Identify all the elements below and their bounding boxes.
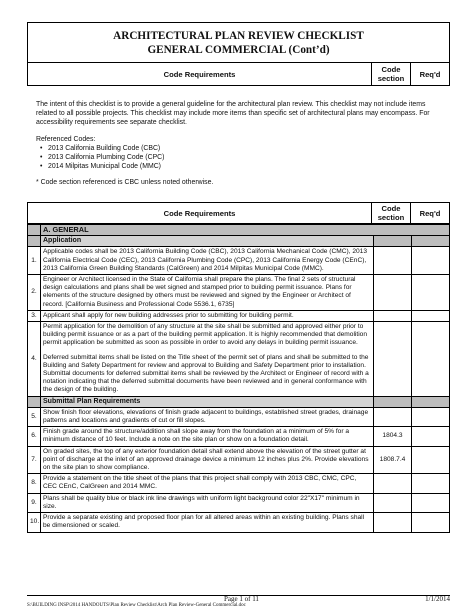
section-general: A. GENERAL — [41, 225, 450, 236]
item-number: 6. — [28, 427, 41, 446]
item-reqd-cell[interactable] — [412, 446, 450, 474]
item-text: Show finish floor elevations, elevations of finish grade adjacent to buildings, established street grades, drainage patterns and locations and gradients of cut or fill slopes. — [41, 407, 374, 426]
intro-block — [36, 100, 444, 188]
item-number: 7. — [28, 446, 41, 474]
requirements-table — [27, 224, 450, 533]
item-code — [374, 247, 412, 275]
item-code — [374, 407, 412, 426]
col-code-requirements: Code Requirements — [163, 208, 236, 218]
top-header-row — [27, 62, 450, 86]
col-code-section: Code section — [371, 63, 410, 85]
item-reqd-cell[interactable] — [412, 322, 450, 397]
subsection-submittal: Submittal Plan Requirements — [41, 396, 374, 407]
document-title — [27, 22, 450, 62]
item-number: 2. — [28, 275, 41, 311]
item-text-deferred: Deferred submittal items shall be listed on the Title sheet of the permit set of plans and shall be submitted to the Building and Safety Department for review and approval to Building and Safety Department prior to installation. Submittal documents for deferred submittal items shall be reviewed by the Architect or Engineer of record with a notation indicating that the deferred submittal documents have been reviewed and in general conformance with the design of the building. — [43, 353, 369, 394]
subsection-row — [28, 236, 450, 247]
item-reqd-cell[interactable] — [412, 427, 450, 446]
item-code — [374, 310, 412, 321]
item-number: 5. — [28, 407, 41, 426]
item-text: Engineer or Architect licensed in the State of California shall prepare the plans. The final 2 sets of structural design calculations and plans shall be wet signed and stamped prior to building permit issuance. Plans for elements of the structure designed by others must be reviewed and signed by the Engineer or Architect of record. [California Business and Professional Code 5536.1, 6735] — [41, 275, 374, 311]
col-code-requirements: Code Requirements — [163, 69, 236, 79]
subsection-row — [28, 396, 450, 407]
item-reqd-cell[interactable] — [412, 407, 450, 426]
item-text: On graded sites, the top of any exterior foundation detail shall extend above the elevation of the street gutter at point of discharge at the inlet of an approved drainage device a minimum 12 inches plus 2%. Provide elevations on the site plan to show compliance. — [41, 446, 374, 474]
item-text: Provide a separate existing and proposed floor plan for all altered areas within an existing building. Plans shall be dimensioned or scaled. — [41, 513, 374, 532]
item-code — [374, 513, 412, 532]
item-text: Plans shall be quality blue or black ink line drawings with uniform light background color 22"X17" minimum in size. — [41, 493, 374, 512]
file-path: S:\BUILDING INSP\2014 HANDOUTS\Plan Review Checklist\Arch Plan Review-General Commercial.doc — [27, 603, 246, 608]
footer-date: 1/1/2014 — [425, 595, 450, 603]
item-number: 8. — [28, 474, 41, 493]
intro-paragraph: The intent of this checklist is to provide a general guideline for the architectural plan review. This checklist may not include items related to all possible projects. This checklist may include more items than specific set of architectural plans may encompass. For accessibility requirements see separate checklist. — [36, 101, 430, 127]
item-text: Finish grade around the structure/addition shall slope away from the foundation at a minimum of 5% for a minimum distance of 10 feet. Include a note on the site plan or show on a foundation detail. — [41, 427, 374, 446]
item-reqd-cell[interactable] — [412, 247, 450, 275]
title-line-1: ARCHITECTURAL PLAN REVIEW CHECKLIST — [113, 30, 364, 42]
item-reqd-cell[interactable] — [412, 275, 450, 311]
table-row — [28, 247, 450, 275]
table-row — [28, 493, 450, 512]
item-number: 4. — [28, 322, 41, 397]
table-row — [28, 427, 450, 446]
section-row — [28, 225, 450, 236]
item-code: 1804.3 — [374, 427, 412, 446]
code-item: • 2014 Milpitas Municipal Code (MMC) — [48, 162, 444, 171]
referenced-codes-label: Referenced Codes: — [36, 135, 96, 143]
item-code — [374, 493, 412, 512]
item-text: Applicable codes shall be 2013 California Building Code (CBC), 2013 California Mechanical Code (CMC), 2013 California Electrical Code (CEC), 2013 California Plumbing Code (CPC), 2013 California Energy Code (CEnC), 2013 California Green Building Standards (CalGreen) and 2014 Milpitas Municipal Code (MMC). — [41, 247, 374, 275]
table-row — [28, 322, 450, 397]
page-number: Page 1 of 11 — [224, 595, 259, 603]
item-code — [374, 322, 412, 397]
code-item: • 2013 California Building Code (CBC) — [48, 144, 444, 153]
item-text: Provide a statement on the title sheet of the plans that this project shall comply with 2013 CBC, CMC, CPC, CEC CEnC, CalGreen and 2014 MMC. — [41, 474, 374, 493]
title-line-2: GENERAL COMMERCIAL (Cont’d) — [147, 44, 330, 56]
table-row — [28, 275, 450, 311]
item-number: 1. — [28, 247, 41, 275]
table-row — [28, 407, 450, 426]
col-reqd: Req'd — [410, 63, 449, 85]
code-item: • 2013 California Plumbing Code (CPC) — [48, 153, 444, 162]
item-code — [374, 275, 412, 311]
col-code-section: Code section — [371, 203, 410, 223]
subsection-application: Application — [41, 236, 374, 247]
item-text-block — [41, 322, 374, 397]
item-text: Applicant shall apply for new building addresses prior to submitting for building permit. — [41, 310, 374, 321]
item-code: 1808.7.4 — [374, 446, 412, 474]
table-row — [28, 446, 450, 474]
col-reqd: Req'd — [410, 203, 449, 223]
item-number: 10. — [28, 513, 41, 532]
item-reqd-cell[interactable] — [412, 513, 450, 532]
table-row — [28, 310, 450, 321]
item-reqd-cell[interactable] — [412, 493, 450, 512]
item-text-demolition: Permit application for the demolition of any structure at the site shall be submitted and approved either prior to building permit issuance or as a part of the building permit application. It is highly recommended that demolition permit application be submitted as soon as possible in order to avoid any delays in building permit issuance. — [43, 323, 368, 347]
item-reqd-cell[interactable] — [412, 474, 450, 493]
table-header-row — [27, 202, 450, 224]
item-reqd-cell[interactable] — [412, 310, 450, 321]
item-number: 3. — [28, 310, 41, 321]
code-note: * Code section referenced is CBC unless noted otherwise. — [36, 179, 214, 187]
table-row — [28, 513, 450, 532]
referenced-codes-list — [36, 144, 444, 172]
item-code — [374, 474, 412, 493]
item-number: 9. — [28, 493, 41, 512]
table-row — [28, 474, 450, 493]
